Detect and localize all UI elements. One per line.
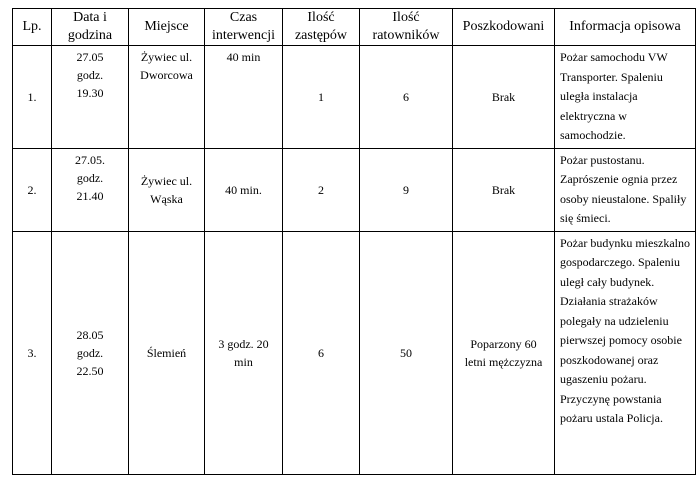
header-date: Data i godzina xyxy=(52,9,129,46)
cell-date: 27.05. godz. 21.40 xyxy=(52,148,129,231)
cell-time: 40 min xyxy=(205,46,283,149)
cell-injured: Brak xyxy=(453,46,555,149)
cell-units: 2 xyxy=(283,148,360,231)
cell-rescuers: 6 xyxy=(360,46,453,149)
header-time: Czas interwencji xyxy=(205,9,283,46)
cell-time: 3 godz. 20 min xyxy=(205,231,283,474)
header-injured: Poszkodowani xyxy=(453,9,555,46)
cell-lp: 1. xyxy=(13,46,52,149)
header-place: Miejsce xyxy=(129,9,205,46)
cell-rescuers: 9 xyxy=(360,148,453,231)
cell-injured: Brak xyxy=(453,148,555,231)
cell-injured: Poparzony 60 letni mężczyzna xyxy=(453,231,555,474)
cell-date: 27.05 godz. 19.30 xyxy=(52,46,129,149)
cell-place: Ślemień xyxy=(129,231,205,474)
header-lp: Lp. xyxy=(13,9,52,46)
header-rescuers: Ilość ratowników xyxy=(360,9,453,46)
cell-description: Pożar samochodu VW Transporter. Spaleniu uległa instalacja elektryczna w samochodzie. xyxy=(555,46,696,149)
cell-units: 1 xyxy=(283,46,360,149)
cell-place: Żywiec ul. Wąska xyxy=(129,148,205,231)
table-row xyxy=(13,231,696,474)
cell-rescuers: 50 xyxy=(360,231,453,474)
cell-units: 6 xyxy=(283,231,360,474)
header-row xyxy=(13,9,696,46)
interventions-table xyxy=(12,8,696,475)
header-units: Ilość zastępów xyxy=(283,9,360,46)
cell-lp: 3. xyxy=(13,231,52,474)
table-row xyxy=(13,46,696,149)
cell-place: Żywiec ul. Dworcowa xyxy=(129,46,205,149)
cell-lp: 2. xyxy=(13,148,52,231)
cell-date: 28.05 godz. 22.50 xyxy=(52,231,129,474)
cell-time: 40 min. xyxy=(205,148,283,231)
cell-description: Pożar budynku mieszkalno gospodarczego. Spaleniu uległ cały budynek. Działania strażaków polegały na udzieleniu pierwszej pomocy osobie poszkodowanej oraz ugaszeniu pożaru. Przyczynę powstania pożaru ustala Policja. xyxy=(555,231,696,474)
cell-description: Pożar pustostanu. Zaprószenie ognia przez osoby nieustalone. Spaliły się śmieci. xyxy=(555,148,696,231)
table-row xyxy=(13,148,696,231)
header-description: Informacja opisowa xyxy=(555,9,696,46)
